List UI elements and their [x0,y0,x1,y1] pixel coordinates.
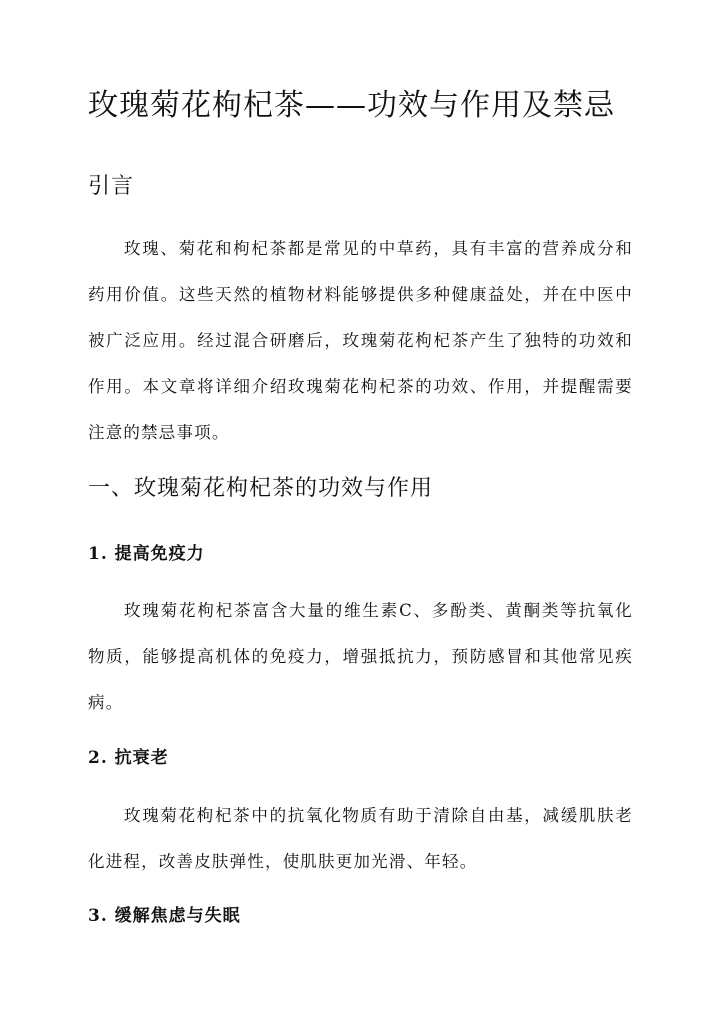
subsection-heading-anti-aging: 2. 抗衰老 [88,748,169,768]
subsection-heading-anxiety-insomnia: 3. 缓解焦虑与失眠 [88,906,241,926]
document-title: 玫瑰菊花枸杞茶——功效与作用及禁忌 [88,88,615,123]
subsection-paragraph-anti-aging: 玫瑰菊花枸杞茶中的抗氧化物质有助于清除自由基，减缓肌肤老化进程，改善皮肤弹性，使肌肤更加光滑、年轻。 [88,806,633,871]
subsection-heading-immunity: 1. 提高免疫力 [88,544,205,564]
intro-heading: 引言 [88,174,135,199]
subsection-paragraph-immunity: 玫瑰菊花枸杞茶富含大量的维生素C、多酚类、黄酮类等抗氧化物质，能够提高机体的免疫力，增强抵抗力，预防感冒和其他常见疾病。 [88,601,633,712]
intro-paragraph: 玫瑰、菊花和枸杞茶都是常见的中草药，具有丰富的营养成分和药用价值。这些天然的植物材料能够提供多种健康益处，并在中医中被广泛应用。经过混合研磨后，玫瑰菊花枸杞茶产生了独特的功效和作用。本文章将详细介绍玫瑰菊花枸杞茶的功效、作用，并提醒需要注意的禁忌事项。 [88,239,633,442]
section-heading-efficacy: 一、玫瑰菊花枸杞茶的功效与作用 [88,476,434,501]
